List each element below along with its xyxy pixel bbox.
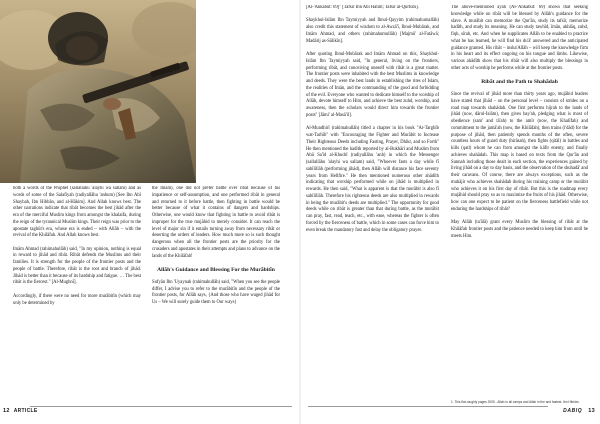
- paragraph: Since the revival of jihād more than thirty years ago, mujāhid leaders have stated that jihād – on the personal level – consists of strides on a road map towards shahādah. One first performs hijrah to the lands of jihād (now, dārul-Islām), then gives bay'ah, pledging what is most of obedience (sam' and tā'ah) to the amīr (now, the Khalīfah) and commitment to the jamā'ah (now, the Khilāfah), then trains (i'dād) for the purpose of jihād, then patiently spends months of the often, severe countless hours of guard duty (hirāsah), then fights (qitāl) in battles and kills (qatl) whom he can from amongst the kāfir enemy, and finally achieves shahādah. This map is based on texts from the Qur'ān and Sunnah including those dealt in each section, the experiences gained by living jihād on a day to day basis, and the observation of the shuhadā' and their caravans. Of course, there are always exceptions, such as the muhājir who achieves shahādah during his training camp or the murābit who achieves it on his first day of ribāt. But this is the roadmap every mujāhid should pray so as to maximize the fruits of his jihād. Otherwise, how can one expect to be patient on the fierceness battlefield while not enduring the hardships of ribāt?: [451, 92, 588, 212]
- magazine-masthead: DABIQ: [563, 408, 583, 414]
- paragraph: [Al-'Ankabūt: 69]" [Tafsīr Ibn Abī Hātim; Tafsīr al-Qurtubī].: [306, 5, 419, 10]
- paragraph: Imām Ahmad (rahimahullāh) said, "In my opinion, nothing is equal in reward to jihād and ribāt. Ribāt defends the Muslims and their families. It is strength for the people of the frontier posts and the people of battle. Therefore, ribāt is the root and branch of jihād. Jihād is better than it because of its hardship and fatigue. … The best ribāt is the fiercest." [Al-Mughnī].: [13, 246, 141, 286]
- paragraph: the Imām), one did not prefer battle over ribāt because of his impatience or self-assumption, and one performed ribāt in general and returned to it before battle, then fighting in battle would be better because of what it contains of dangers and hardships. Otherwise, one would know that fighting in battle to avoid ribāt is improper for the true mujāhid to merely consider. It can reach the level of major sin if it entails turning away from necessary ribāt or deserting the orders of leaders. How much more so is such thought dangerous when all the frontier posts are the priority for the crusaders and apostates in their attempts and plans to advance on the lands of the Khilāfah!: [152, 186, 280, 259]
- footnote: 1. This flat-roughly pages 2005 - Allah in all camps and Allah in the and fastest. Ibn Hibbān.: [451, 400, 580, 404]
- paragraph: Sufyān Ibn 'Uyaynah (rahimahullāh) said, "When you see the people differ, I advise you to refer to the murābitīn and the people of the frontier posts, for Allāh says, {And those who have waged jihād for Us – We will surely guide them to Our ways}: [152, 279, 280, 306]
- section-label: ARTICLE: [13, 408, 38, 414]
- fighter-photo-image: [0, 0, 196, 183]
- footer-rule-right: [308, 406, 548, 407]
- spread-gutter: [299, 0, 301, 424]
- text-column-c: [306, 5, 439, 405]
- paragraph: After quoting Ibnul-Mubārak and Imām Ahmad on this, Shaykhul-Islām Ibn Taymiyyah said, "In general, living on the frontiers, performing ribāt, and conceiving oneself with ribāt is a great matter. The frontier posts were inhabited with the best Muslims in knowledge and deeds. They were the best lands in establishing the rites of Islam, the realities of Imān, and the commanding of the good and forbidding of the evil. Everyone who wanted to dedicate himself to the worship of Allāh, devote himself to Him, and achieve the best zuhd, worship, and awareness, then the scholars would direct him towards the frontier posts" [Jāmi' al-Masā'il].: [306, 52, 439, 118]
- section-heading: Ribāt and the Path to Shahādah: [481, 79, 558, 86]
- paragraph: both a words of the Prophet (sallallāhu 'alayhi wa sallam) and as words of some of the Salafiyah (radiyallāhu 'anhum) [See Ibn Abī Shaybah, Ibn Hibbān, and al-Hākim]. And Allah knows best. The other narrations indicate that ribāt becomes the best jihād after the era of the merciful Muslim kings from amongst the khalaifa, during the reign of the tyrannical Muslim kings. Their reign was prior to the apostate taghūt's era, whose era is ended – with Allāh – with the revival of the Khilāfah. And Allah knows best.: [13, 186, 141, 239]
- page-number-left: 12: [3, 408, 10, 414]
- text-column-a: [13, 186, 141, 382]
- text-column-d: [451, 5, 588, 403]
- section-heading: Allāh's Guidance and Blessing For the Murābitīn: [157, 266, 275, 273]
- hero-photo: [0, 0, 196, 183]
- paragraph: Accordingly, if there were no need for more murābitīn (which may only be determined by: [13, 293, 141, 306]
- paragraph: May Allāh (ta'ālā) grant every Muslim the blessing of ribāt at the Khilāfah frontier posts and the patience needed to keep him from until he meets Him.: [451, 220, 588, 239]
- folio-right: [563, 408, 595, 414]
- folio-left: [3, 408, 37, 414]
- paragraph: The above-mentioned āyah (Al-'Ankabūt: 69) shows that seeking knowledge while on ribāt will be blessed by Allāh's guidance for the slave. A murābit can memorize the Qur'ān, study its tafsīr, memorize hadīth, and study its meaning. He can study tawhīd, īmān, akhlāq, zuhd, fiqh, sīrah, etc. And when he supplicates Allāh to be enabled to practice what he has learned, he will find his du'ā' answered and the anticipated guidance granted. His ribāt – insha'Allāh – will keep the knowledge firm in his heart and its effect ongoing on his tongue and limbs. Likewise, various ahādīth show that his ribāt will also multiply the blessings in other acts of worship he performs while at the frontier posts.: [451, 5, 588, 71]
- paragraph: Al-Mundhirī (rahimahullāh) titled a chapter in his book "At-Targhīb wat-Tarhīb" with "Encouraging the Fighter and Murābit to Increase Their Righteous Deeds including Fasting, Prayer, Dhikr, and so Forth" He then mentioned the hadīth reported by al-Bukhārī and Muslim from Abū Sa'īd al-Khudrī (radiyallāhu 'anh) in which the Messenger (sallallāhu 'alayhi wa sallam) said, "Whoever fasts a day while fī sabīlillāh (performing jihād), then Allāh will distance his face seventy years from Hellfire." He then mentioned numerous other ahādīth indicating that worship performed while on jihād is multiplied in rewards. He then said, "What is apparent is that the murābit is also fī sabīlillāh. Therefore his righteous deeds are also multiplied in rewards in being the murābit's deeds are multiplied." The opportunity for good deeds while on ribāt is greater than that during battle, as the murābit can pray, fast, read, teach, etc., with ease, whereas the fighter is often forced by the fierceness of battle, which in some cases can force him to even break the mandatory fast and delay the obligatory prayer.: [306, 126, 439, 233]
- paragraph: Shaykhul-Islām Ibn Taymiyyah and Ibnul-Qayyim (rahimahumallāh) also credit this statement of wisdom to al-Awzā'ī, Ibnul-Mubārak, and Imām Ahmad, and others (rahimahumullāh) [Majmū' al-Fatāwā; Madārij as-Sālikīn].: [306, 18, 439, 44]
- page-number-right: 13: [588, 408, 595, 414]
- footer-rule-left: [30, 406, 292, 407]
- text-column-b: [152, 186, 280, 382]
